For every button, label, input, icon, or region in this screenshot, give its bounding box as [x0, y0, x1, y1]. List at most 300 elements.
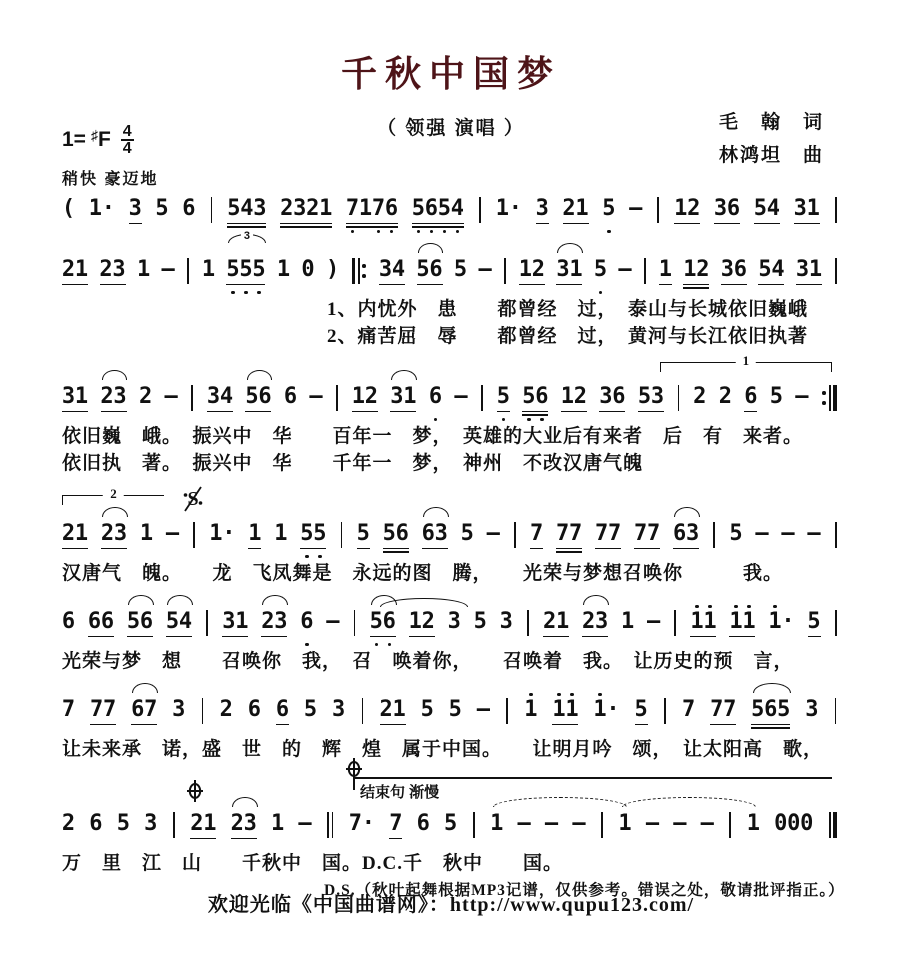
- volta-label: 2: [103, 486, 124, 502]
- note-token: 5 6: [127, 603, 153, 648]
- note-token: 5: [594, 251, 607, 296]
- note-token: 1 2: [561, 378, 587, 423]
- beam-line: [556, 548, 582, 550]
- note-token: 2 1: [190, 805, 216, 850]
- barline: [205, 610, 209, 636]
- note-token: 3: [805, 697, 819, 722]
- beam-line: [683, 284, 709, 286]
- octave-dot: [502, 418, 505, 421]
- beam-line: [714, 223, 740, 225]
- note-token: 1: [271, 811, 285, 836]
- sharp-icon: ♯: [90, 127, 98, 143]
- note-token: 1: [490, 805, 503, 850]
- tie-arc: [622, 797, 756, 807]
- beam-line: [563, 223, 589, 225]
- beam-line: [409, 636, 435, 638]
- beam-line: [634, 548, 660, 550]
- note-token: 5: [473, 609, 487, 634]
- note-token: 3: [499, 609, 513, 634]
- beam-line: [582, 636, 608, 638]
- note-token: 7: [681, 697, 696, 722]
- note-token: 5: [602, 190, 615, 235]
- note-token: 2 3: [101, 378, 127, 423]
- note-token: 1 1: [729, 603, 755, 648]
- note-token: –: [326, 609, 340, 634]
- barline: [643, 258, 647, 284]
- note-token: 3: [536, 190, 549, 235]
- music-row: [62, 603, 838, 648]
- barline: [828, 812, 838, 838]
- beam-line: [261, 636, 287, 638]
- note-token: –: [165, 521, 180, 546]
- beam-line: [794, 223, 820, 225]
- music-line: [62, 603, 838, 675]
- beam-line: [635, 724, 648, 726]
- barline: [663, 698, 667, 724]
- beam-line: [522, 411, 548, 413]
- triplet-mark: 3: [228, 234, 266, 243]
- beam-line: [390, 411, 416, 413]
- music-line: [61, 353, 838, 477]
- note-token: –: [629, 196, 643, 221]
- barline: [360, 698, 364, 724]
- beam-line: [659, 284, 672, 286]
- music-line: [61, 486, 838, 587]
- octave-dot: [708, 605, 711, 608]
- note-token: 3 1: [556, 251, 582, 296]
- note-token: 5: [155, 196, 169, 221]
- octave-dot: [527, 418, 530, 421]
- barline: [351, 258, 368, 284]
- note-token: 1: [621, 609, 635, 634]
- note-token: 5: [635, 691, 648, 736]
- beam-line: [595, 548, 621, 550]
- beam-line: [674, 223, 700, 225]
- note-token: 3 4: [207, 378, 233, 423]
- barline: [676, 385, 680, 411]
- note-token: 1 ·: [88, 196, 115, 221]
- note-token: 5 6 5 4: [412, 190, 464, 235]
- note-token: 5: [303, 697, 318, 722]
- beam-line: [808, 636, 821, 638]
- note-token: 5 4: [758, 251, 784, 296]
- beam-line: [131, 724, 157, 726]
- note-token: 2 3: [582, 603, 608, 648]
- beam-line: [62, 548, 88, 550]
- barline: [186, 258, 190, 284]
- barline: [352, 610, 356, 636]
- note-token: 1 ·: [209, 521, 236, 546]
- slur-arc: [167, 595, 193, 605]
- note-token: 5 6: [370, 603, 396, 648]
- beam-line: [389, 838, 402, 840]
- note-token: 2: [718, 384, 732, 409]
- note-token: 5 6: [245, 378, 271, 423]
- barline: [335, 385, 339, 411]
- barline: [834, 610, 838, 636]
- barline: [172, 812, 176, 838]
- barline: [190, 385, 194, 411]
- barline: [834, 258, 838, 284]
- barline: [505, 698, 509, 724]
- note-token: –: [647, 609, 661, 634]
- note-token: 5 4 3: [227, 190, 266, 235]
- note-token: –: [486, 521, 500, 546]
- note-token: 7 7: [634, 515, 660, 560]
- score-body: [61, 190, 845, 904]
- beam-line: [758, 284, 784, 286]
- note-token: –: [309, 384, 323, 409]
- note-token: 1: [274, 521, 288, 546]
- key-note: F: [97, 128, 111, 151]
- note-token: 2: [693, 384, 707, 409]
- note-token: 1 ·: [768, 603, 794, 648]
- note-token: –: [807, 521, 821, 546]
- beam-line: [380, 724, 406, 726]
- barline: [673, 610, 677, 636]
- note-token: –: [164, 384, 178, 409]
- note-token: (: [61, 196, 76, 221]
- barline: [834, 197, 838, 223]
- octave-dot: [244, 291, 247, 294]
- note-token: 2 1: [380, 691, 406, 736]
- note-token: 2 3: [100, 251, 126, 296]
- beam-line: [222, 636, 248, 638]
- note-token: –: [478, 257, 492, 282]
- octave-dot: [747, 605, 750, 608]
- lyrics-row: 让未来承 诺，盛 世 的 辉 煌 属于中国。 让明月吟 颂， 让太阳高 歌，: [62, 739, 824, 760]
- svg-text:S: S: [187, 488, 199, 510]
- coda-icon: [186, 779, 204, 808]
- song-title: 千秋中国梦: [340, 54, 561, 94]
- octave-dot: [430, 230, 433, 233]
- note-token: 3 1: [390, 378, 416, 423]
- note-token: 5 6: [522, 378, 548, 423]
- slur-arc: [232, 797, 258, 807]
- beam-line: [166, 636, 192, 638]
- octave-dot: [695, 605, 698, 608]
- note-token: 7 7: [556, 515, 582, 560]
- note-token: 6 3: [673, 515, 699, 560]
- note-token: 6: [283, 384, 298, 409]
- performer-line: （ 领强 演唱 ）: [377, 118, 525, 139]
- note-token: 5 6: [383, 515, 409, 560]
- note-token: 0 0 0: [774, 811, 814, 836]
- note-token: 2 1: [543, 603, 569, 648]
- slur-arc: [132, 683, 158, 693]
- note-token: 2 1: [62, 515, 88, 560]
- note-token: –: [755, 521, 769, 546]
- music-row: [62, 190, 838, 235]
- repeat-dots: [822, 385, 826, 411]
- note-token: 3: [172, 697, 186, 722]
- note-token: 1 2: [683, 251, 709, 296]
- beam-line: [690, 636, 716, 638]
- octave-dot: [529, 693, 532, 696]
- note-token: 7: [530, 515, 543, 560]
- note-token: 1: [276, 257, 291, 282]
- beam-line: [127, 636, 153, 638]
- beam-line: [190, 838, 216, 840]
- beam-line: [497, 411, 510, 413]
- note-token: 3 1: [62, 378, 88, 423]
- note-token: 2 1: [563, 190, 589, 235]
- note-token: 1 2: [519, 251, 545, 296]
- octave-dot: [231, 291, 234, 294]
- slur-arc: [583, 595, 609, 605]
- beam-line: [422, 548, 448, 550]
- beam-line: [417, 284, 443, 286]
- note-token: 1: [136, 257, 151, 282]
- credits: [719, 106, 824, 172]
- beam-line: [710, 724, 736, 726]
- octave-dot: [257, 291, 260, 294]
- beam-line: [101, 548, 127, 550]
- ending-bracket: [353, 777, 832, 801]
- beam-line: [383, 548, 409, 550]
- lyricist-credit: 毛 翰 词: [718, 112, 824, 133]
- volta-bracket: [62, 486, 164, 505]
- note-token: –: [618, 257, 632, 282]
- note-token: 3: [332, 697, 346, 722]
- note-token: ): [325, 257, 340, 282]
- beam-line: [754, 223, 780, 225]
- note-token: 7 1 7 6: [346, 190, 398, 235]
- beam-line: [796, 284, 822, 286]
- lyrics-row: 汉唐气 魄。 龙 飞凤舞是 永远的图 腾， 光荣与梦想召唤你 我。: [62, 563, 784, 584]
- note-token: 3 6: [599, 378, 625, 423]
- beam-line: [552, 724, 578, 726]
- music-row: [61, 353, 838, 423]
- octave-dot: [318, 555, 321, 558]
- barline: [821, 385, 838, 411]
- note-token: 6: [89, 811, 103, 836]
- note-token: 1 ·: [594, 691, 620, 736]
- beam-line: [561, 411, 587, 413]
- beam-line: [62, 411, 88, 413]
- beam-line: [231, 838, 257, 840]
- note-token: –: [476, 697, 490, 722]
- beam-line: [346, 223, 398, 225]
- beam-line: [280, 223, 332, 225]
- note-token: 1: [659, 251, 672, 296]
- note-token: 5: [497, 378, 510, 423]
- octave-dot: [607, 230, 610, 233]
- footer: [0, 888, 902, 917]
- note-token: 5 6 5: [751, 691, 790, 736]
- beam-line: [599, 411, 625, 413]
- barline: [478, 197, 482, 223]
- music-line: [62, 691, 838, 763]
- beam-line: [357, 548, 370, 550]
- meter-top: 4: [122, 123, 132, 140]
- note-token: 5: [808, 603, 821, 648]
- beam-line: [62, 284, 88, 286]
- key-prefix: 1=: [62, 128, 86, 151]
- note-token: –: [700, 811, 714, 836]
- note-token: 7 7: [595, 515, 621, 560]
- beam-line: [530, 548, 543, 550]
- barline: [834, 522, 838, 548]
- note-token: 6: [247, 697, 261, 722]
- barline: [192, 522, 196, 548]
- note-token: 2 1: [62, 251, 88, 296]
- barline: [712, 522, 716, 548]
- beam-line: [638, 411, 664, 413]
- music-line: [61, 230, 838, 350]
- note-token: 3: [144, 811, 158, 836]
- note-token: 1 1: [552, 691, 578, 736]
- note-token: 1 2: [674, 190, 700, 235]
- note-token: 6: [429, 378, 442, 423]
- music-row: [61, 230, 838, 296]
- barline: [209, 197, 213, 223]
- barline: [339, 522, 343, 548]
- beam-line: [276, 724, 289, 726]
- beam-line: [129, 223, 142, 225]
- octave-dot: [540, 418, 543, 421]
- note-token: –: [781, 521, 795, 546]
- note-token: –: [161, 257, 175, 282]
- site-line: 欢迎光临《中国曲谱网》：http://www.qupu123.com/: [207, 894, 695, 916]
- note-token: 2: [219, 697, 233, 722]
- octave-dot: [570, 693, 573, 696]
- note-token: 6: [276, 691, 289, 736]
- music-row: [62, 691, 838, 736]
- note-token: 3: [447, 609, 461, 634]
- slur-arc: [753, 683, 791, 693]
- note-token: 2 3: [261, 603, 287, 648]
- barline: [480, 385, 484, 411]
- note-token: 5 4: [754, 190, 780, 235]
- note-token: 2: [138, 384, 153, 409]
- beam-line: [248, 548, 261, 550]
- octave-dot: [388, 643, 391, 646]
- octave-dot: [375, 643, 378, 646]
- beam-line: [751, 724, 790, 726]
- note-token: 7 7: [710, 691, 736, 736]
- note-token: –: [673, 811, 687, 836]
- beam-line: [673, 548, 699, 550]
- beam-line: [226, 284, 265, 286]
- note-token: 5: [116, 811, 130, 836]
- note-token: 1: [201, 257, 216, 282]
- note-token: 2 3: [231, 805, 257, 850]
- note-token: 1 2: [352, 378, 378, 423]
- note-token: 1: [746, 811, 760, 836]
- note-token: 5 4: [166, 603, 192, 648]
- note-token: 2 3 2 1: [280, 190, 332, 235]
- note-token: 3 1: [222, 603, 248, 648]
- lyrics-row: 依旧巍 峨。 振兴中 华 百年一 梦， 英雄的大业后有来者 后 有 来者。: [62, 426, 804, 447]
- barline: [728, 812, 732, 838]
- slur-arc: [102, 507, 128, 517]
- score-header: [0, 0, 902, 188]
- tempo-marking: 稍快 豪迈地: [62, 171, 159, 188]
- note-token: 3: [129, 190, 142, 235]
- beam-line: [379, 284, 405, 286]
- beam-line: [207, 411, 233, 413]
- beam-line: [729, 636, 755, 638]
- octave-dot: [305, 555, 308, 558]
- beam-line: [101, 411, 127, 413]
- beam-line: [100, 284, 126, 286]
- slur-arc: [262, 595, 288, 605]
- note-token: 6: [182, 196, 196, 221]
- barline: [326, 812, 335, 838]
- slur-arc: [418, 243, 444, 253]
- note-token: 6 6: [88, 603, 114, 648]
- slur-arc: [247, 370, 273, 380]
- note-token: 5: [453, 257, 468, 282]
- time-signature: [121, 124, 134, 156]
- octave-dot: [390, 230, 393, 233]
- key-signature: [62, 124, 134, 156]
- note-token: 2: [61, 811, 76, 836]
- music-line: [62, 190, 838, 235]
- beam-line: [721, 284, 747, 286]
- octave-dot: [598, 693, 601, 696]
- volta-bracket: [660, 353, 833, 372]
- barline: [833, 698, 837, 724]
- note-token: 5: [460, 521, 474, 546]
- beam-line: [245, 411, 271, 413]
- note-token: 2 3: [101, 515, 127, 560]
- beam-line: [227, 223, 266, 225]
- note-token: 7 7: [90, 691, 116, 736]
- slur-arc: [371, 595, 397, 605]
- note-token: 5: [444, 811, 458, 836]
- octave-dot: [734, 605, 737, 608]
- beam-line: [300, 548, 326, 550]
- note-token: 6: [744, 378, 757, 423]
- lyrics-row: 1、内忧外 患 都曾经 过， 泰山与长城依旧巍峨: [327, 299, 809, 320]
- slur-arc: [674, 507, 700, 517]
- note-token: 7: [61, 697, 76, 722]
- note-token: 5 6: [417, 251, 443, 296]
- note-token: 1 1: [690, 603, 716, 648]
- note-token: 7: [389, 805, 402, 850]
- beam-line: [88, 636, 114, 638]
- note-token: –: [544, 811, 559, 836]
- beam-line: [543, 636, 569, 638]
- octave-dot: [456, 230, 459, 233]
- tie-arc: [493, 797, 627, 807]
- note-token: 5: [448, 697, 462, 722]
- lyrics-row: 2、痛苦屈 辱 都曾经 过， 黄河与长江依旧执著: [327, 326, 809, 347]
- note-token: –: [454, 384, 468, 409]
- lyrics-row: D.S.（秋叶起舞根据MP3记谱，仅供参考。错误之处，敬请批评指正。）: [324, 882, 845, 899]
- octave-dot: [557, 693, 560, 696]
- barline: [472, 812, 476, 838]
- barline: [503, 258, 507, 284]
- note-token: 5: [357, 515, 370, 560]
- note-token: 3 1: [796, 251, 822, 296]
- beam-line: [536, 223, 549, 225]
- slur-arc: [128, 595, 154, 605]
- octave-dot: [434, 418, 437, 421]
- note-token: 6: [416, 811, 430, 836]
- note-token: –: [645, 811, 660, 836]
- note-token: $^3$ 5 5 5: [226, 251, 265, 296]
- slur-arc: [102, 370, 128, 380]
- lyrics-row: 光荣与梦 想 召唤你 我， 召 唤着你， 召唤着 我。 让历史的预 言，: [62, 651, 794, 672]
- beam-line: [519, 284, 545, 286]
- note-token: 6 3: [422, 515, 448, 560]
- note-token: –: [795, 384, 809, 409]
- octave-dot: [351, 230, 354, 233]
- note-token: 5 3: [638, 378, 664, 423]
